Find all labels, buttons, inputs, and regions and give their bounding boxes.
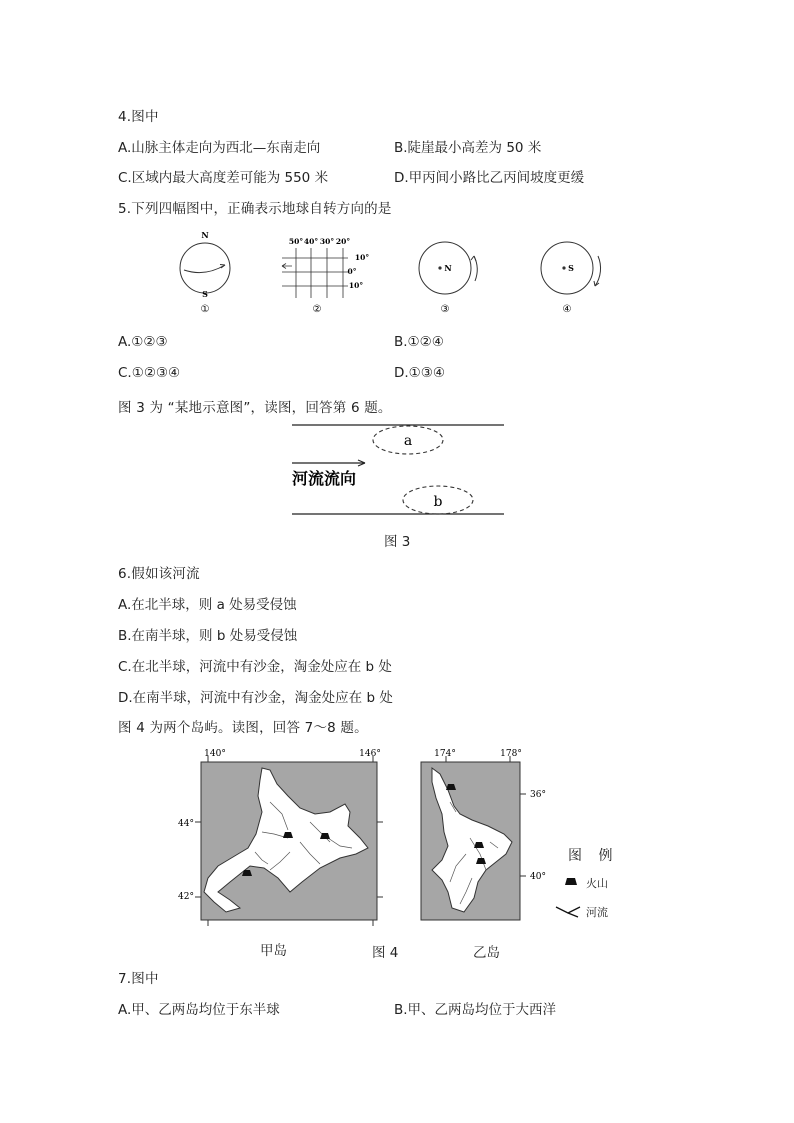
label-b: b <box>433 494 443 510</box>
figure-number: ① <box>200 304 210 315</box>
lon-label: 20° <box>335 237 351 246</box>
q5-option-a: A.①②③ <box>118 334 168 350</box>
q4-stem: 4.图中 <box>118 109 159 125</box>
river-diagram <box>285 418 510 522</box>
q5-option-b: B.①②④ <box>394 334 444 350</box>
q6-stem: 6.假如该河流 <box>118 566 200 582</box>
lon-label: 30° <box>319 237 335 246</box>
q4-option-b: B.陡崖最小高差为 50 米 <box>394 140 542 156</box>
q4-option-a: A.山脉主体走向为西北—东南走向 <box>118 140 321 156</box>
legend-river-label: 河流 <box>586 906 608 919</box>
q4-option-c: C.区域内最大高度差可能为 550 米 <box>118 170 329 186</box>
legend-river-icon <box>556 907 580 917</box>
q6-option-b: B.在南半球，则 b 处易受侵蚀 <box>118 628 298 644</box>
map-jia-island <box>178 749 383 926</box>
lon-label: 178° <box>500 749 522 759</box>
south-label: S <box>202 289 208 299</box>
lat-label: 0° <box>347 267 357 276</box>
q5-figure-1 <box>180 230 230 315</box>
q6-option-d: D.在南半球，河流中有沙金，淘金处应在 b 处 <box>118 690 393 706</box>
fig4-caption: 图 4 <box>372 945 399 961</box>
lon-label: 140° <box>204 749 226 759</box>
q7-option-a: A.甲、乙两岛均位于东半球 <box>118 1002 280 1018</box>
lon-label: 146° <box>359 749 381 759</box>
lon-label: 40° <box>303 237 319 246</box>
legend-volcano-label: 火山 <box>586 877 608 890</box>
lat-label: 10° <box>348 281 364 290</box>
legend-volcano-icon <box>565 878 577 885</box>
figure-number: ④ <box>562 304 572 315</box>
q6-option-a: A.在北半球，则 a 处易受侵蚀 <box>118 597 297 613</box>
island-maps <box>170 742 630 962</box>
rotation-arrow-icon <box>471 256 476 261</box>
q5-stem: 5.下列四幅图中，正确表示地球自转方向的是 <box>118 201 392 217</box>
lon-label: 50° <box>288 237 304 246</box>
q6-option-c: C.在北半球，河流中有沙金，淘金处应在 b 处 <box>118 659 392 675</box>
q4-option-d: D.甲丙间小路比乙丙间坡度更缓 <box>394 170 585 186</box>
fig4-intro: 图 4 为两个岛屿。读图，回答 7～8 题。 <box>118 720 368 736</box>
q7-stem: 7.图中 <box>118 971 159 987</box>
map-jia-name: 甲岛 <box>260 943 287 959</box>
lat-label: 40° <box>530 872 546 882</box>
north-label: N <box>201 230 209 240</box>
lat-label: 44° <box>178 819 194 829</box>
map-yi-island <box>421 749 546 920</box>
south-pole-label: S <box>568 263 574 273</box>
figure-number: ③ <box>440 304 450 315</box>
map-yi-name: 乙岛 <box>473 945 500 961</box>
q5-figure-4 <box>541 242 601 315</box>
north-pole-label: N <box>444 263 452 273</box>
q5-option-c: C.①②③④ <box>118 365 181 381</box>
q5-rotation-figures <box>170 226 620 318</box>
fig3-intro: 图 3 为 “某地示意图”，读图，回答第 6 题。 <box>118 400 392 416</box>
fig3-caption: 图 3 <box>384 534 411 550</box>
figure-number: ② <box>312 304 322 315</box>
lat-label: 42° <box>178 892 194 902</box>
q5-option-d: D.①③④ <box>394 365 445 381</box>
lon-label: 174° <box>434 749 456 759</box>
q7-option-b: B.甲、乙两岛均位于大西洋 <box>394 1002 557 1018</box>
lat-label: 36° <box>530 790 546 800</box>
q5-figure-3 <box>419 242 477 315</box>
lat-label: 10° <box>354 253 370 262</box>
legend-title: 图 例 <box>568 848 619 864</box>
rotation-arrow-icon <box>282 264 292 269</box>
label-a: a <box>403 433 413 449</box>
flow-direction-label: 河流流向 <box>292 469 357 488</box>
q5-figure-2 <box>282 237 369 315</box>
